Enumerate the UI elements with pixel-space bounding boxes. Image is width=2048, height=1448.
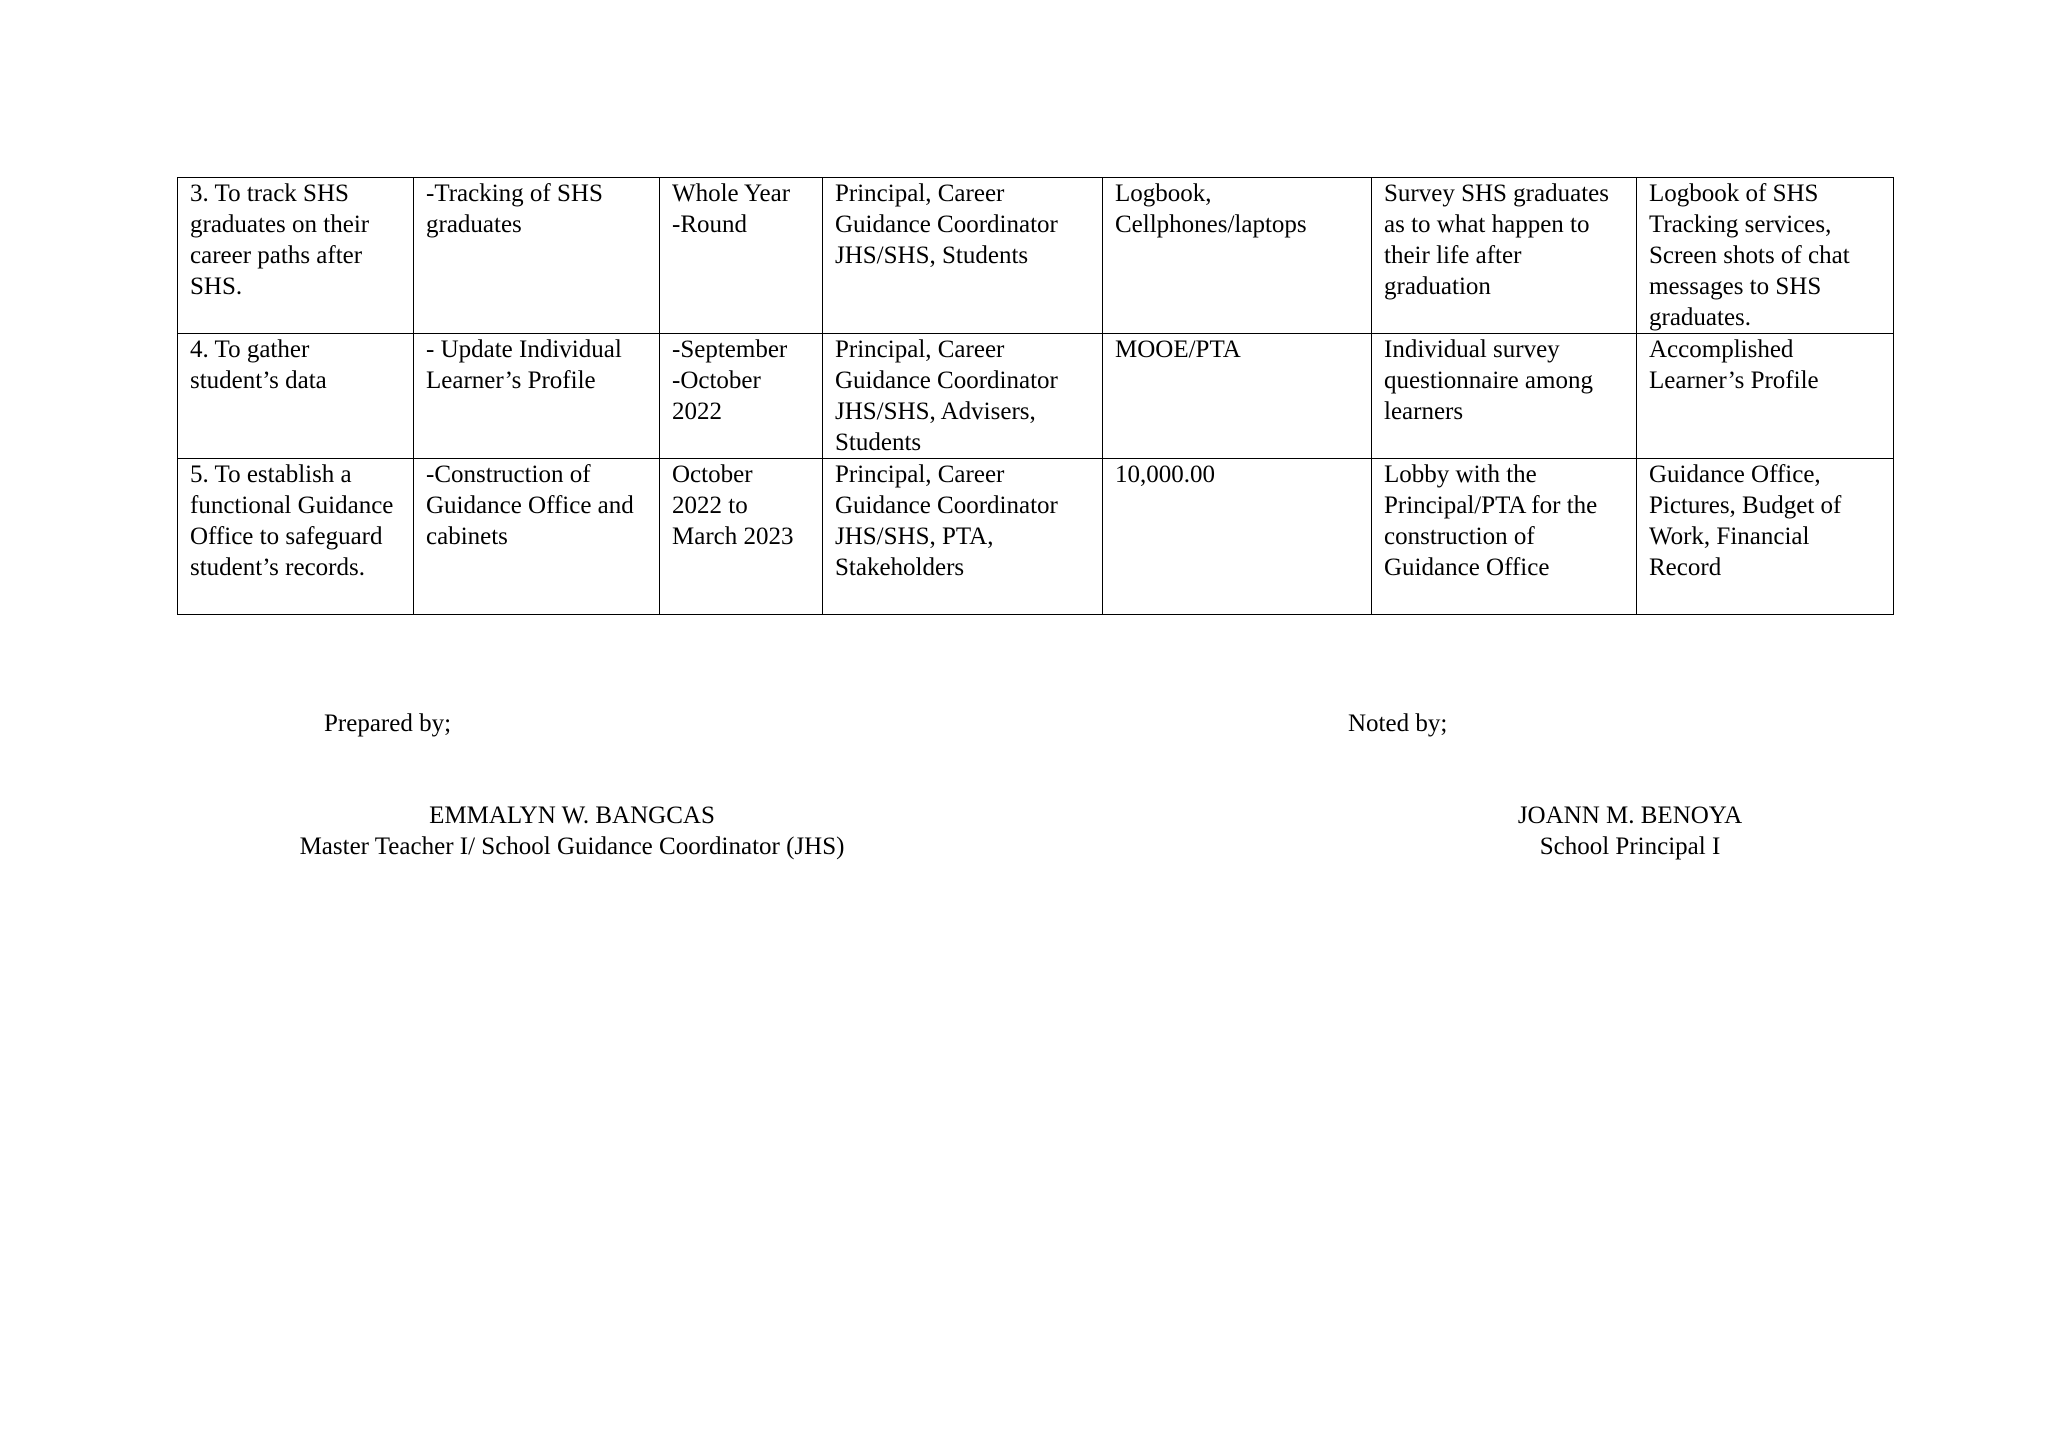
noter-title: School Principal I [1539, 833, 1721, 860]
noter-name: JOANN M. BENOYA [1517, 802, 1743, 829]
prepared-by-label: Prepared by; [324, 710, 452, 737]
preparer-name: EMMALYN W. BANGCAS [429, 802, 715, 829]
expected-output-cell: Accomplished Learner’s Profile [1637, 334, 1894, 459]
time-frame-cell: -September -October 2022 [660, 334, 823, 459]
strategies-cell: Individual survey questionnaire among learners [1372, 334, 1637, 459]
table-row [178, 334, 1894, 459]
noter-signature-block [1480, 800, 1780, 862]
expected-output-cell: Logbook of SHS Tracking services, Screen shots of chat messages to SHS graduates. [1637, 178, 1894, 334]
persons-involved-cell: Principal, Career Guidance Coordinator JHS/SHS, Advisers, Students [823, 334, 1103, 459]
table-row [178, 178, 1894, 334]
time-frame-cell: October 2022 to March 2023 [660, 459, 823, 615]
strategies-cell: Lobby with the Principal/PTA for the construction of Guidance Office [1372, 459, 1637, 615]
persons-involved-cell: Principal, Career Guidance Coordinator JHS/SHS, PTA, Stakeholders [823, 459, 1103, 615]
objective-cell: 5. To establish a functional Guidance Office to safeguard student’s records. [178, 459, 414, 615]
activity-cell: -Construction of Guidance Office and cabinets [414, 459, 660, 615]
expected-output-cell: Guidance Office, Pictures, Budget of Work, Financial Record [1637, 459, 1894, 615]
noted-by-label: Noted by; [1348, 710, 1448, 737]
table-row [178, 459, 1894, 615]
time-frame-cell: Whole Year -Round [660, 178, 823, 334]
resources-cell: 10,000.00 [1103, 459, 1372, 615]
objective-cell: 4. To gather student’s data [178, 334, 414, 459]
persons-involved-cell: Principal, Career Guidance Coordinator JHS/SHS, Students [823, 178, 1103, 334]
strategies-cell: Survey SHS graduates as to what happen to their life after graduation [1372, 178, 1637, 334]
resources-cell: MOOE/PTA [1103, 334, 1372, 459]
activity-cell: -Tracking of SHS graduates [414, 178, 660, 334]
action-plan-table [177, 177, 1894, 615]
activity-cell: - Update Individual Learner’s Profile [414, 334, 660, 459]
objective-cell: 3. To track SHS graduates on their career paths after SHS. [178, 178, 414, 334]
preparer-signature-block [272, 800, 872, 862]
resources-cell: Logbook, Cellphones/laptops [1103, 178, 1372, 334]
preparer-title: Master Teacher I/ School Guidance Coordinator (JHS) [299, 833, 845, 860]
